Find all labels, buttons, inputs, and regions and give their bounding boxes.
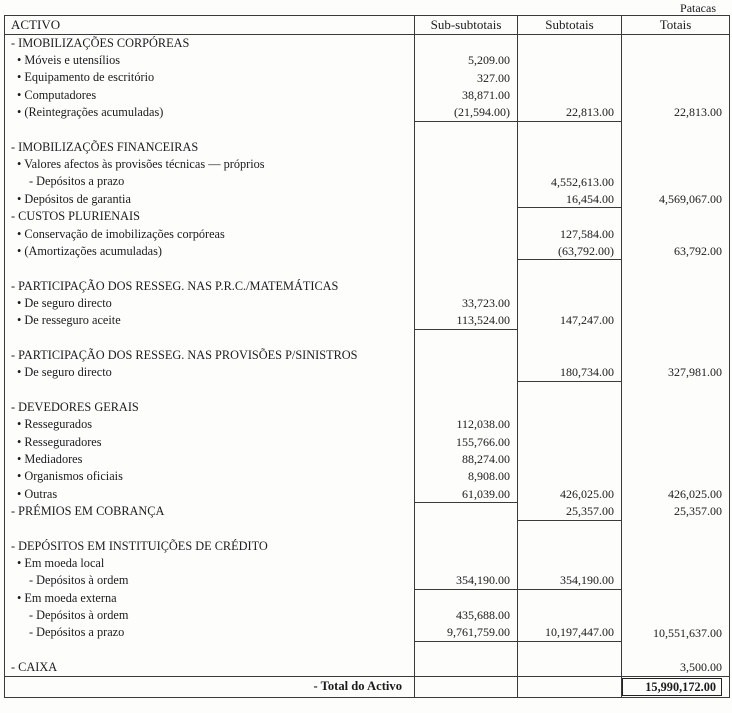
row-label: • Outras xyxy=(17,486,58,501)
total-cell xyxy=(622,277,730,294)
table-row xyxy=(5,555,730,572)
subtotal-cell: 426,025.00 xyxy=(518,485,622,502)
subtotal-cell xyxy=(518,139,622,156)
sub-subtotal-cell xyxy=(415,381,518,398)
row-label: • Em moeda externa xyxy=(17,590,117,605)
table-row xyxy=(5,503,730,520)
total-row-sub-subtotal-cell xyxy=(415,676,518,697)
table-row xyxy=(5,295,730,312)
header-activo: ACTIVO xyxy=(5,16,415,35)
subtotal-cell xyxy=(518,451,622,468)
sub-subtotal-cell: 327.00 xyxy=(415,69,518,86)
sub-subtotal-cell: 155,766.00 xyxy=(415,433,518,450)
activo-balance-table xyxy=(4,15,730,698)
table-row xyxy=(5,121,730,138)
grand-total-cell xyxy=(622,676,730,697)
row-label: - Depósitos à ordem xyxy=(29,608,129,623)
subtotal-cell xyxy=(518,295,622,312)
total-cell: 10,551,637.00 xyxy=(622,624,730,641)
subtotal-cell xyxy=(518,277,622,294)
table-row xyxy=(5,468,730,485)
sub-subtotal-cell: 33,723.00 xyxy=(415,295,518,312)
row-label: • Conservação de imobilizações corpóreas xyxy=(17,226,225,241)
subtotal-cell xyxy=(518,329,622,346)
total-row-subtotal-cell xyxy=(518,676,622,697)
total-cell xyxy=(622,537,730,554)
subtotal-cell: 147,247.00 xyxy=(518,312,622,329)
table-row xyxy=(5,485,730,502)
subtotal-cell xyxy=(518,642,622,659)
subtotal-cell xyxy=(518,87,622,104)
sub-subtotal-cell xyxy=(415,537,518,554)
total-cell xyxy=(622,121,730,138)
sub-subtotal-cell xyxy=(415,121,518,138)
sub-subtotal-cell xyxy=(415,173,518,190)
table-row xyxy=(5,329,730,346)
row-label: - DEPÓSITOS EM INSTITUIÇÕES DE CRÉDITO xyxy=(11,538,268,553)
subtotal-cell: 127,584.00 xyxy=(518,225,622,242)
row-label: • De seguro directo xyxy=(17,365,112,380)
total-cell xyxy=(622,87,730,104)
sub-subtotal-cell: 9,761,759.00 xyxy=(415,624,518,641)
sub-subtotal-cell xyxy=(415,208,518,225)
table-row xyxy=(5,139,730,156)
row-label: • (Amortizações acumuladas) xyxy=(17,243,162,258)
sub-subtotal-cell xyxy=(415,156,518,173)
sub-subtotal-cell xyxy=(415,35,518,52)
table-row xyxy=(5,225,730,242)
total-cell xyxy=(622,416,730,433)
table-row xyxy=(5,537,730,554)
table-row xyxy=(5,607,730,624)
table-row xyxy=(5,381,730,398)
row-label: • Móveis e utensílios xyxy=(17,53,121,68)
row-label xyxy=(5,121,415,138)
sub-subtotal-cell xyxy=(415,642,518,659)
table-row xyxy=(5,433,730,450)
sub-subtotal-cell xyxy=(415,139,518,156)
table-row xyxy=(5,590,730,607)
sub-subtotal-cell xyxy=(415,243,518,260)
subtotal-cell xyxy=(518,208,622,225)
subtotal-cell: 22,813.00 xyxy=(518,104,622,121)
subtotal-cell xyxy=(518,156,622,173)
table-row xyxy=(5,347,730,364)
sub-subtotal-cell: 61,039.00 xyxy=(415,485,518,502)
row-label: • Valores afectos às provisões técnicas — próprios xyxy=(17,157,265,172)
total-cell xyxy=(622,642,730,659)
subtotal-cell xyxy=(518,69,622,86)
row-label: • Organismos oficiais xyxy=(17,469,123,484)
total-cell xyxy=(622,520,730,537)
subtotal-cell: 16,454.00 xyxy=(518,191,622,208)
sub-subtotal-cell: 88,274.00 xyxy=(415,451,518,468)
header-subtotais: Subtotais xyxy=(518,16,622,35)
row-label xyxy=(5,381,415,398)
total-cell xyxy=(622,381,730,398)
row-label xyxy=(5,329,415,346)
table-row xyxy=(5,87,730,104)
total-cell xyxy=(622,590,730,607)
row-label: • (Reintegrações acumuladas) xyxy=(17,105,164,120)
row-label: - CUSTOS PLURIENAIS xyxy=(11,209,140,224)
subtotal-cell xyxy=(518,121,622,138)
table-row xyxy=(5,364,730,381)
sub-subtotal-cell xyxy=(415,555,518,572)
subtotal-cell xyxy=(518,35,622,52)
table-row xyxy=(5,399,730,416)
row-label: • Mediadores xyxy=(17,451,83,466)
total-row xyxy=(5,676,730,697)
row-label: • De resseguro aceite xyxy=(17,313,121,328)
sub-subtotal-cell xyxy=(415,329,518,346)
table-row xyxy=(5,520,730,537)
table-row xyxy=(5,312,730,329)
row-label: - PARTICIPAÇÃO DOS RESSEG. NAS PROVISÕES P/SINISTROS xyxy=(11,347,358,362)
row-label xyxy=(5,260,415,277)
total-cell xyxy=(622,139,730,156)
row-label: • Depósitos de garantia xyxy=(17,191,131,206)
subtotal-cell xyxy=(518,520,622,537)
total-label: - Total do Activo xyxy=(5,676,415,697)
row-label: - DEVEDORES GERAIS xyxy=(11,399,139,414)
row-label: - PRÉMIOS EM COBRANÇA xyxy=(11,504,165,518)
table-row xyxy=(5,173,730,190)
subtotal-cell xyxy=(518,590,622,607)
total-cell xyxy=(622,555,730,572)
sub-subtotal-cell xyxy=(415,399,518,416)
table-body xyxy=(5,35,730,677)
subtotal-cell xyxy=(518,416,622,433)
total-cell xyxy=(622,156,730,173)
total-cell: 3,500.00 xyxy=(622,659,730,676)
subtotal-cell: 354,190.00 xyxy=(518,572,622,589)
sub-subtotal-cell: 5,209.00 xyxy=(415,52,518,69)
table-row xyxy=(5,642,730,659)
total-cell xyxy=(622,35,730,52)
row-label: • Resseguradores xyxy=(17,434,102,449)
subtotal-cell xyxy=(518,52,622,69)
table-row xyxy=(5,243,730,260)
table-row xyxy=(5,260,730,277)
row-label: • Ressegurados xyxy=(17,417,93,432)
sub-subtotal-cell xyxy=(415,347,518,364)
sub-subtotal-cell: 435,688.00 xyxy=(415,607,518,624)
table-row xyxy=(5,191,730,208)
row-label: • Equipamento de escritório xyxy=(17,70,155,85)
subtotal-cell xyxy=(518,468,622,485)
subtotal-cell: 180,734.00 xyxy=(518,364,622,381)
row-label: • Computadores xyxy=(17,87,97,102)
total-cell xyxy=(622,52,730,69)
total-cell xyxy=(622,433,730,450)
header-row xyxy=(5,16,730,35)
row-label: - Depósitos a prazo xyxy=(29,174,125,189)
table-footer xyxy=(5,676,730,697)
subtotal-cell xyxy=(518,260,622,277)
table-row xyxy=(5,572,730,589)
sub-subtotal-cell xyxy=(415,364,518,381)
currency-note: Patacas xyxy=(680,1,716,15)
sub-subtotal-cell: 113,524.00 xyxy=(415,312,518,329)
row-label xyxy=(5,642,415,659)
row-label: - IMOBILIZAÇÕES CORPÓREAS xyxy=(11,35,190,50)
subtotal-cell xyxy=(518,399,622,416)
subtotal-cell: 10,197,447.00 xyxy=(518,624,622,641)
total-cell xyxy=(622,208,730,225)
sub-subtotal-cell xyxy=(415,520,518,537)
grand-total-value: 15,990,172.00 xyxy=(622,678,722,696)
total-cell xyxy=(622,399,730,416)
table-row xyxy=(5,208,730,225)
total-cell xyxy=(622,572,730,589)
row-label: - CAIXA xyxy=(11,659,58,674)
total-cell xyxy=(622,295,730,312)
table-row xyxy=(5,659,730,676)
total-cell xyxy=(622,451,730,468)
row-label: • De seguro directo xyxy=(17,295,112,310)
row-label: - Depósitos a prazo xyxy=(29,625,125,640)
sub-subtotal-cell: 38,871.00 xyxy=(415,87,518,104)
total-cell xyxy=(622,173,730,190)
subtotal-cell: 4,552,613.00 xyxy=(518,173,622,190)
total-cell: 22,813.00 xyxy=(622,104,730,121)
total-cell xyxy=(622,69,730,86)
total-cell xyxy=(622,312,730,329)
total-cell: 25,357.00 xyxy=(622,503,730,520)
table-row xyxy=(5,69,730,86)
sub-subtotal-cell: 8,908.00 xyxy=(415,468,518,485)
sub-subtotal-cell xyxy=(415,503,518,520)
table-row xyxy=(5,624,730,641)
table-row xyxy=(5,277,730,294)
total-cell xyxy=(622,607,730,624)
subtotal-cell xyxy=(518,433,622,450)
total-cell: 426,025.00 xyxy=(622,485,730,502)
header-sub-subtotais: Sub-subtotais xyxy=(415,16,518,35)
row-label: - Depósitos à ordem xyxy=(29,573,129,588)
sub-subtotal-cell xyxy=(415,659,518,676)
total-cell xyxy=(622,225,730,242)
table-row xyxy=(5,156,730,173)
total-cell xyxy=(622,329,730,346)
subtotal-cell xyxy=(518,537,622,554)
table-row xyxy=(5,451,730,468)
header-totais: Totais xyxy=(622,16,730,35)
subtotal-cell xyxy=(518,607,622,624)
sub-subtotal-cell: (21,594.00) xyxy=(415,104,518,121)
subtotal-cell xyxy=(518,659,622,676)
sub-subtotal-cell xyxy=(415,277,518,294)
sub-subtotal-cell: 112,038.00 xyxy=(415,416,518,433)
sub-subtotal-cell: 354,190.00 xyxy=(415,572,518,589)
table-row xyxy=(5,104,730,121)
total-cell: 4,569,067.00 xyxy=(622,191,730,208)
total-cell xyxy=(622,260,730,277)
subtotal-cell xyxy=(518,555,622,572)
subtotal-cell xyxy=(518,381,622,398)
sub-subtotal-cell xyxy=(415,590,518,607)
sub-subtotal-cell xyxy=(415,225,518,242)
table-row xyxy=(5,35,730,52)
row-label: • Em moeda local xyxy=(17,556,105,571)
total-cell: 327,981.00 xyxy=(622,364,730,381)
sub-subtotal-cell xyxy=(415,191,518,208)
row-label xyxy=(5,520,415,537)
subtotal-cell: 25,357.00 xyxy=(518,503,622,520)
total-cell xyxy=(622,347,730,364)
subtotal-cell xyxy=(518,347,622,364)
sub-subtotal-cell xyxy=(415,260,518,277)
table-row xyxy=(5,416,730,433)
total-cell: 63,792.00 xyxy=(622,243,730,260)
table-header xyxy=(5,16,730,35)
table-row xyxy=(5,52,730,69)
total-cell xyxy=(622,468,730,485)
row-label: - IMOBILIZAÇÕES FINANCEIRAS xyxy=(11,139,199,154)
row-label: - PARTICIPAÇÃO DOS RESSEG. NAS P.R.C./MATEMÁTICAS xyxy=(11,278,339,293)
subtotal-cell: (63,792.00) xyxy=(518,243,622,260)
